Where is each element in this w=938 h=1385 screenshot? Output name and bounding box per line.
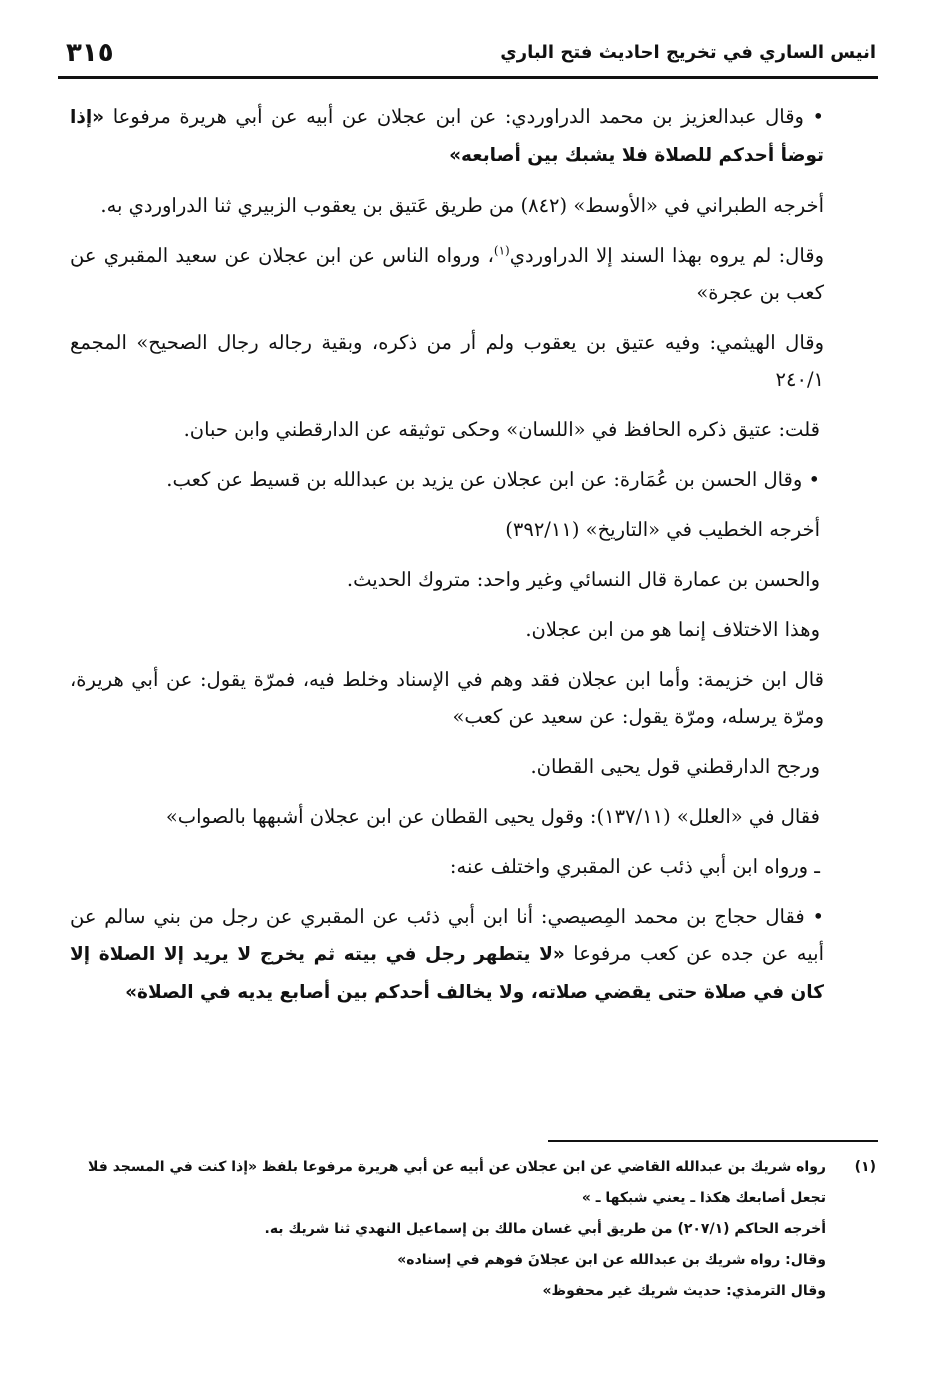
paragraph (70, 461, 876, 498)
footnote-number: (١) (854, 1159, 876, 1175)
paragraph (70, 561, 876, 598)
paragraph (70, 848, 876, 885)
paragraph-text: أخرجه الخطيب في «التاريخ» (٣٩٢/١١) (505, 518, 820, 541)
footnote-text: وقال الترمذي: حديث شريك غير محفوظ» (542, 1283, 826, 1299)
paragraph (70, 661, 876, 735)
page-number: ٣١٥ (66, 38, 114, 68)
paragraph-text: وقال الهيثمي: وفيه عتيق بن يعقوب ولم أر من ذكره، وبقية رجاله رجال الصحيح» المجمع ٢٤٠/١ (70, 331, 824, 391)
paragraph (70, 187, 876, 224)
paragraph-text: ، ورواه الناس عن ابن عجلان عن سعيد المقبري عن كعب بن عجرة» (70, 244, 824, 304)
paragraph (70, 411, 876, 448)
paragraph (70, 898, 876, 1011)
paragraph (70, 98, 876, 174)
footnote-line (74, 1152, 876, 1214)
paragraph-text: ورجح الدارقطني قول يحيى القطان. (530, 755, 820, 778)
paragraph-text: ـ ورواه ابن أبي ذئب عن المقبري واختلف عنه: (449, 855, 820, 878)
footnote-text: وقال: رواه شريك بن عبدالله عن ابن عجلانَ فوهم في إسناده» (397, 1252, 826, 1268)
paragraph (70, 798, 876, 835)
footnote-line (74, 1245, 876, 1276)
paragraph-text: وقال: لم يروه بهذا السند إلا الدراوردي (509, 244, 824, 267)
hadith-quote: «إذا توضأ أحدكم للصلاة فلا يشبك بين أصابعه» (70, 107, 824, 166)
paragraph (70, 511, 876, 548)
paragraph-text: أخرجه الطبراني في «الأوسط» (٨٤٢) من طريق عَتيق بن يعقوب الزبيري ثنا الدراوردي به. (100, 194, 824, 217)
paragraph-text: • وقال الحسن بن عُمَارة: عن ابن عجلان عن يزيد بن عبدالله بن قسيط عن كعب. (166, 468, 820, 491)
paragraph (70, 324, 876, 398)
footnote-text: رواه شريك بن عبدالله القاضي عن ابن عجلان عن أبيه عن أبي هريرة مرفوعا بلفظ «إذا كنت في المسجد فلا تجعل أصابعك هكذا ـ يعني شبكها ـ » (88, 1159, 826, 1206)
paragraph-text: • وقال عبدالعزيز بن محمد الدراوردي: عن ابن عجلان عن أبيه عن أبي هريرة مرفوعا (104, 105, 824, 128)
paragraph-text: فقال في «العلل» (١٣٧/١١): وقول يحيى القطان عن ابن عجلان أشبهها بالصواب» (165, 805, 820, 828)
footnote-line (74, 1214, 876, 1245)
paragraph-text: قلت: عتيق ذكره الحافظ في «اللسان» وحكى توثيقه عن الدارقطني وابن حبان. (183, 418, 820, 441)
paragraph (70, 748, 876, 785)
paragraph-text: والحسن بن عمارة قال النسائي وغير واحد: متروك الحديث. (346, 568, 820, 591)
paragraph (70, 237, 876, 311)
page-header (58, 36, 878, 79)
footnote-reference[interactable]: (١) (493, 243, 510, 258)
footnotes (74, 1152, 876, 1307)
hadith-quote: «لا يتطهر رجل في بيته ثم يخرج لا يريد إلا الصلاة إلا كان في صلاة حتى يقضي صلاته، ولا يخالف أحدكم بين أصابع يديه في الصلاة» (70, 944, 824, 1003)
main-text (70, 98, 876, 1024)
footnote-line (74, 1276, 876, 1307)
paragraph-text: قال ابن خزيمة: وأما ابن عجلان فقد وهم في الإسناد وخلط فيه، فمرّة يقول: عن أبي هريرة، ومرّة يرسله، ومرّة يقول: عن سعيد عن كعب» (70, 668, 824, 728)
footnote-text: أخرجه الحاكم (٢٠٧/١) من طريق أبي غسان مالك بن إسماعيل النهدي ثنا شريك به. (264, 1221, 826, 1237)
running-title: انيس الساري في تخريج احاديث فتح الباري (500, 42, 876, 63)
footnote-separator (548, 1140, 878, 1142)
paragraph (70, 611, 876, 648)
paragraph-text: • فقال حجاج بن محمد المِصيصي: أنا ابن أبي ذئب عن المقبري عن رجل من بني سالم عن أبيه عن جده عن كعب مرفوعا (70, 905, 824, 965)
paragraph-text: وهذا الاختلاف إنما هو من ابن عجلان. (525, 618, 820, 641)
